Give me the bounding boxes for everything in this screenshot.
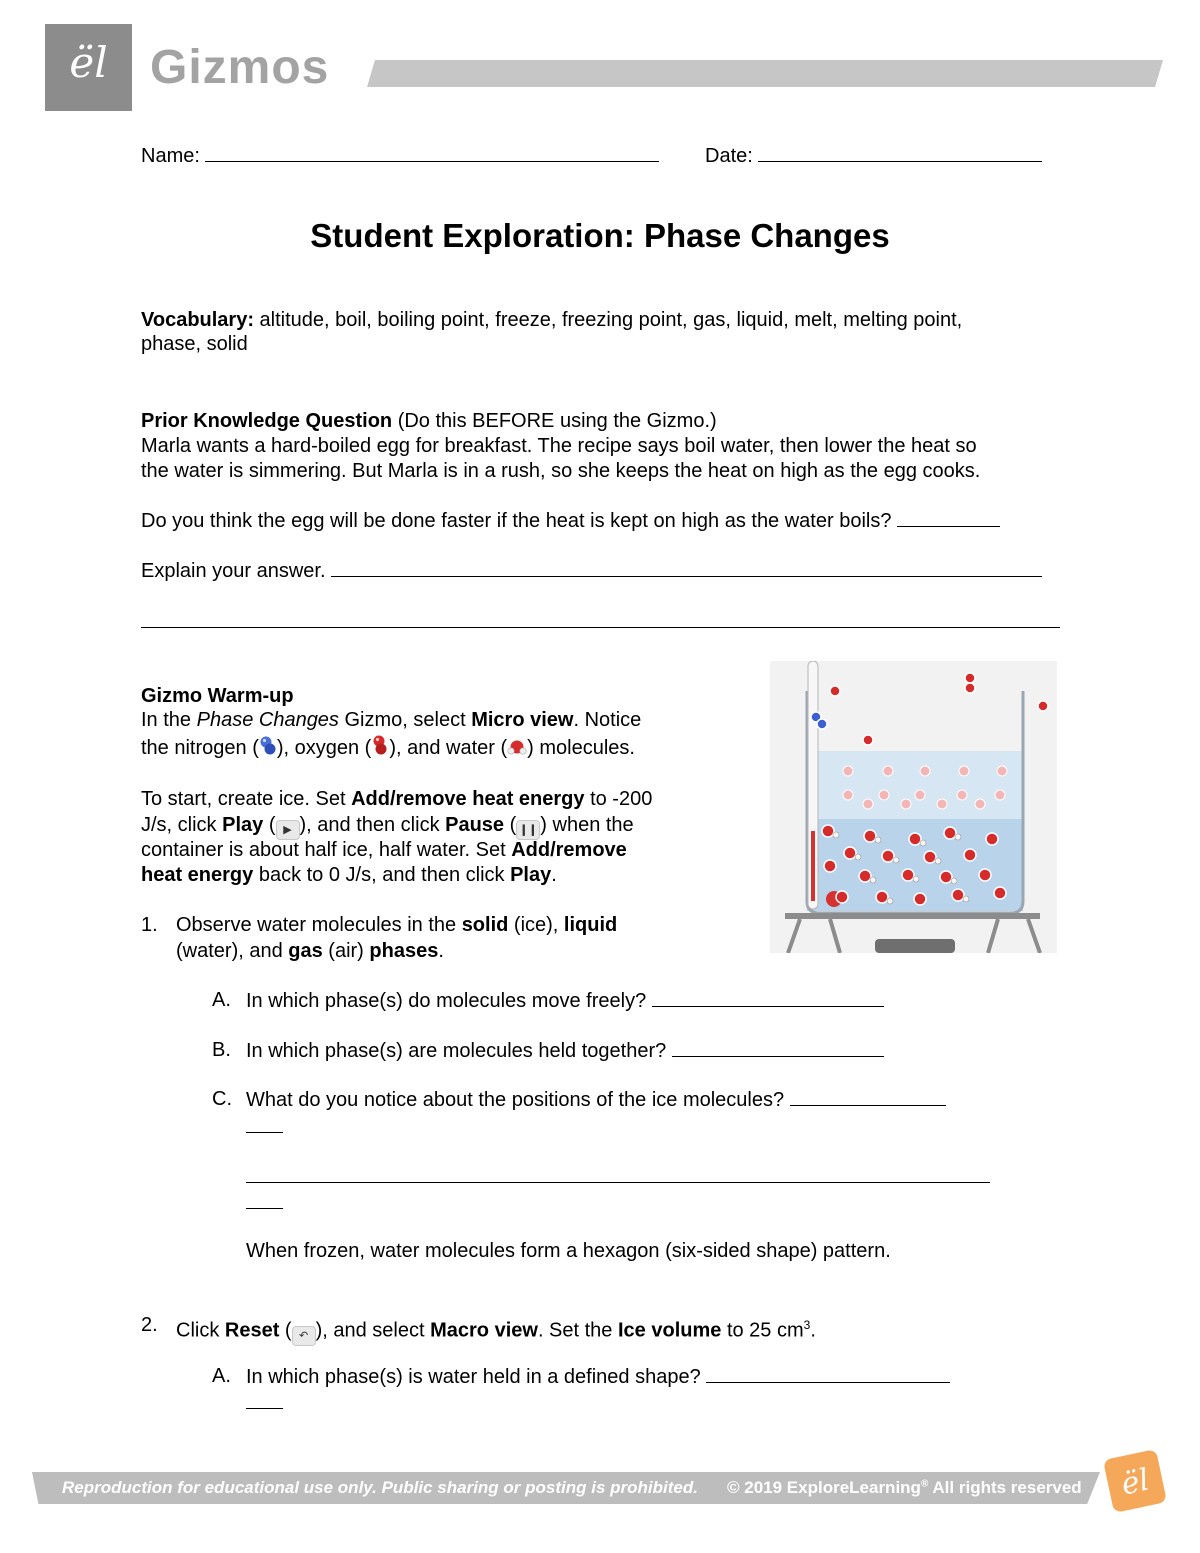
warmup-line-3: To start, create ice. Set Add/remove heat energy to -200 (141, 788, 653, 810)
q1c-answer-blank-1[interactable] (790, 1087, 946, 1106)
q1b-question: In which phase(s) are molecules held together? (246, 1038, 884, 1064)
warmup-line-4: J/s, click Play ( ▶ ), and then click Pause ( ❙❙ ) when the (141, 813, 634, 840)
warmup-line-2: the nitrogen ( ), oxygen ( ), and water ( ) molecules. (141, 737, 635, 759)
explorelearning-logo (45, 24, 132, 111)
prior-question: Do you think the egg will be done faster if the heat is kept on high as the water boils? (141, 508, 1000, 534)
reset-icon: ↶ (292, 1326, 316, 1346)
footer-disclaimer: Reproduction for educational use only. Public sharing or posting is prohibited. (62, 1478, 698, 1497)
footer-copyright: © 2019 ExploreLearning® All rights reserved (727, 1478, 1082, 1497)
q2a-question: In which phase(s) is water held in a defined shape? (246, 1364, 950, 1390)
warmup-line-5: container is about half ice, half water. Set Add/remove (141, 839, 627, 861)
q2a-answer-blank[interactable] (706, 1364, 950, 1383)
explain-prompt: Explain your answer. (141, 558, 1042, 584)
q1a-letter: A. (212, 989, 231, 1011)
explorelearning-footer-logo (1100, 1446, 1170, 1516)
q1a-answer-blank[interactable] (652, 988, 884, 1007)
date-field[interactable] (705, 143, 1042, 169)
pause-icon: ❙❙ (516, 820, 540, 840)
q1-line-1: Observe water molecules in the solid (ice), liquid (176, 914, 618, 936)
q1c-answer-blank-2-wrap[interactable] (246, 1208, 283, 1209)
prior-paragraph-line-1: Marla wants a hard-boiled egg for breakfast. The recipe says boil water, then lower the heat so (141, 435, 977, 457)
vocabulary-label: Vocabulary: (141, 309, 254, 331)
vocabulary-line-2: phase, solid (141, 333, 248, 355)
q1c-question: What do you notice about the positions of the ice molecules? (246, 1087, 946, 1113)
phase-changes-simulation-image (770, 661, 1057, 953)
prior-heading: Prior Knowledge Question (Do this BEFORE using the Gizmo.) (141, 410, 717, 432)
explain-blank-1[interactable] (331, 558, 1042, 577)
date-blank[interactable] (758, 143, 1042, 162)
nitrogen-molecule-icon (259, 735, 277, 757)
prior-answer-blank[interactable] (897, 508, 1000, 527)
vocabulary-line-1: Vocabulary: altitude, boil, boiling point, freeze, freezing point, gas, liquid, melt, melting point, (141, 309, 963, 331)
q1c-note: When frozen, water molecules form a hexagon (six-sided shape) pattern. (246, 1240, 891, 1262)
name-blank[interactable] (205, 143, 659, 162)
q1-line-2: (water), and gas (air) phases. (176, 940, 444, 962)
q1a-question: In which phase(s) do molecules move freely? (246, 988, 884, 1014)
brand-name: Gizmos (150, 41, 330, 94)
q1-number: 1. (141, 914, 158, 936)
warmup-line-6: heat energy back to 0 J/s, and then click Play. (141, 864, 557, 886)
page-title: Student Exploration: Phase Changes (310, 217, 890, 254)
explain-blank-2[interactable] (141, 627, 1060, 628)
q2-number: 2. (141, 1314, 158, 1336)
q2a-answer-blank-wrap[interactable] (246, 1408, 283, 1409)
name-label: Name: (141, 145, 200, 167)
q1b-letter: B. (212, 1039, 231, 1061)
name-field[interactable] (141, 143, 659, 169)
q1c-answer-blank-2[interactable] (246, 1182, 990, 1183)
prior-paragraph-line-2: the water is simmering. But Marla is in a rush, so she keeps the heat on high as the egg cooks. (141, 460, 981, 482)
q2a-letter: A. (212, 1365, 231, 1387)
logo-glyph: ël (69, 38, 108, 87)
q1b-answer-blank[interactable] (672, 1038, 884, 1057)
header-bar (367, 60, 1163, 87)
q1c-answer-blank-1-wrap[interactable] (246, 1132, 283, 1133)
q1c-letter: C. (212, 1088, 232, 1110)
warmup-line-1: In the Phase Changes Gizmo, select Micro view. Notice (141, 709, 642, 731)
water-molecule-icon (507, 737, 527, 757)
warmup-heading: Gizmo Warm-up (141, 685, 294, 707)
q2-line-1: Click Reset ( ↶ ), and select Macro view. Set the Ice volume to 25 $cm^3$. (176, 1313, 816, 1346)
play-icon: ▶ (276, 820, 300, 840)
oxygen-molecule-icon (371, 735, 389, 757)
date-label: Date: (705, 145, 753, 167)
svg-text:ël: ël (1118, 1462, 1153, 1503)
